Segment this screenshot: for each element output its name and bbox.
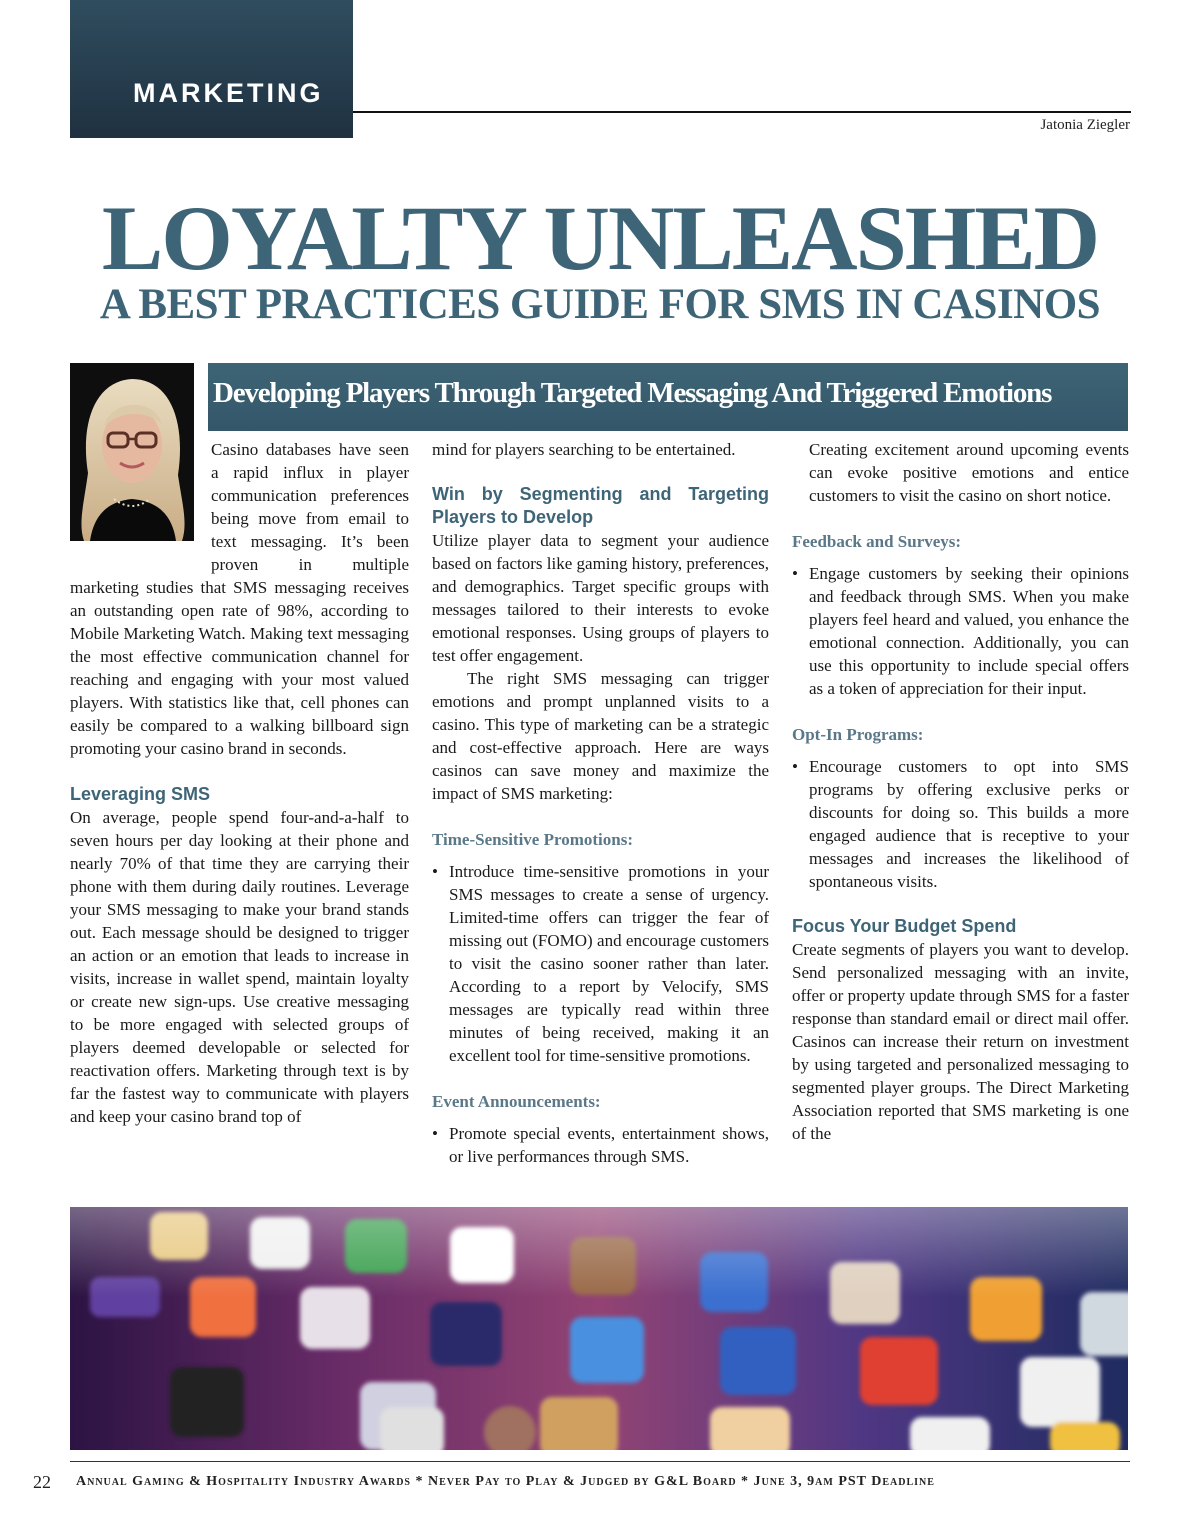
footer-rule <box>70 1461 1130 1462</box>
section-header-block <box>70 0 353 138</box>
budget-paragraph: Create segments of players you want to develop. Send personalized messaging with an invite, offer or property update through SMS for a faster response than standard email or direct mail offer. Casinos can increase their return on investment by using targeted and personalized messaging to segmented player groups. The Direct Marketing Association reported that SMS marketing is one of the <box>792 940 1129 1143</box>
photo-float-spacer <box>70 438 211 558</box>
article-title: LOYALTY UNLEASHED <box>101 187 1099 289</box>
promo-bullet: • Introduce time-sensitive promotions in your SMS messages to create a sense of urgency. Limited-time offers can trigger the fear of missing out (FOMO) and encourage customers to visit the casino sooner rather than later. According to a report by Velocify, SMS messages are typically read within three minutes of being received, making it an excellent tool for time-sensitive promotions. <box>432 860 769 1067</box>
heading-leveraging-sms: Leveraging SMS <box>70 784 211 804</box>
heading-win-by-segmenting: Win by Segmenting and Targeting Players to Develop <box>432 484 769 527</box>
banner-heading: Developing Players Through Targeted Messaging And Triggered Emotions <box>213 377 1052 409</box>
event-bullet: • Promote special events, entertainment shows, or live performances through SMS. <box>432 1122 769 1168</box>
intro-paragraph: Casino databases have seen a rapid influx in player communication preferences being move from email to text messaging. It’s been proven in multiple marketing studies that SMS messaging receives an outstanding open rate of 98%, according to Mobile Marketing Watch. Making text messaging the most effective communication channel for reaching and engaging with your most valued players. With statistics like that, cell phones can easily be compared to a walking billboard sign promoting your casino brand in seconds. <box>70 440 409 758</box>
section-label: MARKETING <box>133 78 324 108</box>
sms-trigger-paragraph: The right SMS messaging can trigger emotions and prompt unplanned visits to a casino. This type of marketing can be a strategic and cost-effective approach. Here are ways casinos can save money and maximize the impact of SMS marketing: <box>432 669 769 803</box>
segment-paragraph: Utilize player data to segment your audience based on factors like gaming history, preferences, and demographics. Target specific groups with messages tailored to their interests to evoke emotional responses. Using groups of players to test offer engagement. <box>432 531 769 665</box>
heading-focus-budget: Focus Your Budget Spend <box>792 916 1017 936</box>
heading-event-announcements: Event Announcements: <box>432 1092 601 1111</box>
optin-bullet: • Encourage customers to opt into SMS programs by offering exclusive perks or discounts for doing so. This builds a more engaged audience that is receptive to your messages and increases the likelihood of spontaneous visits. <box>792 755 1129 893</box>
column-3 <box>792 438 1129 1145</box>
feedback-bullet: • Engage customers by seeking their opinions and feedback through SMS. When you make players feel heard and valued, you enhance the emotional connection. Additionally, you can use this opportunity to include special offers as a token of appreciation for their input. <box>792 562 1129 700</box>
tablet-app-icons-image <box>70 1207 1128 1450</box>
author-name: Jatonia Ziegler <box>1040 117 1130 133</box>
heading-opt-in: Opt-In Programs: <box>792 725 924 744</box>
header-rule <box>353 111 1131 113</box>
footer-announcement: Annual Gaming & Hospitality Industry Awards * Never Pay to Play & Judged by G&L Board * June 3, 9am PST Deadline <box>76 1474 935 1489</box>
heading-time-sensitive: Time-Sensitive Promotions: <box>432 830 633 849</box>
section-banner <box>208 363 1128 431</box>
heading-feedback-surveys: Feedback and Surveys: <box>792 532 962 551</box>
continued-paragraph: mind for players searching to be entertained. <box>432 440 736 459</box>
column-1 <box>70 438 409 1128</box>
page-number: 22 <box>33 1472 51 1492</box>
article-subtitle: A BEST PRACTICES GUIDE FOR SMS IN CASINOS <box>99 281 1101 328</box>
column-2 <box>432 438 769 1168</box>
leveraging-paragraph: On average, people spend four-and-a-half to seven hours per day looking at their phone and nearly 70% of that time they are carrying their phone with them during daily routines. Leverage your SMS messaging to make your brand stands out. Each message should be designed to trigger an action or an emotion that leads to increase in visits, increase in wallet spend, maintain loyalty or create new sign-ups. Use creative messaging to be more engaged with selected groups of players deemed developable or selected for reactivation offers. Marketing through text is by far the fastest way to communicate with players and keep your casino brand top of <box>70 808 409 1126</box>
event-continued: Creating excitement around upcoming events can evoke positive emotions and entice customers to visit the casino on short notice. <box>809 440 1129 505</box>
